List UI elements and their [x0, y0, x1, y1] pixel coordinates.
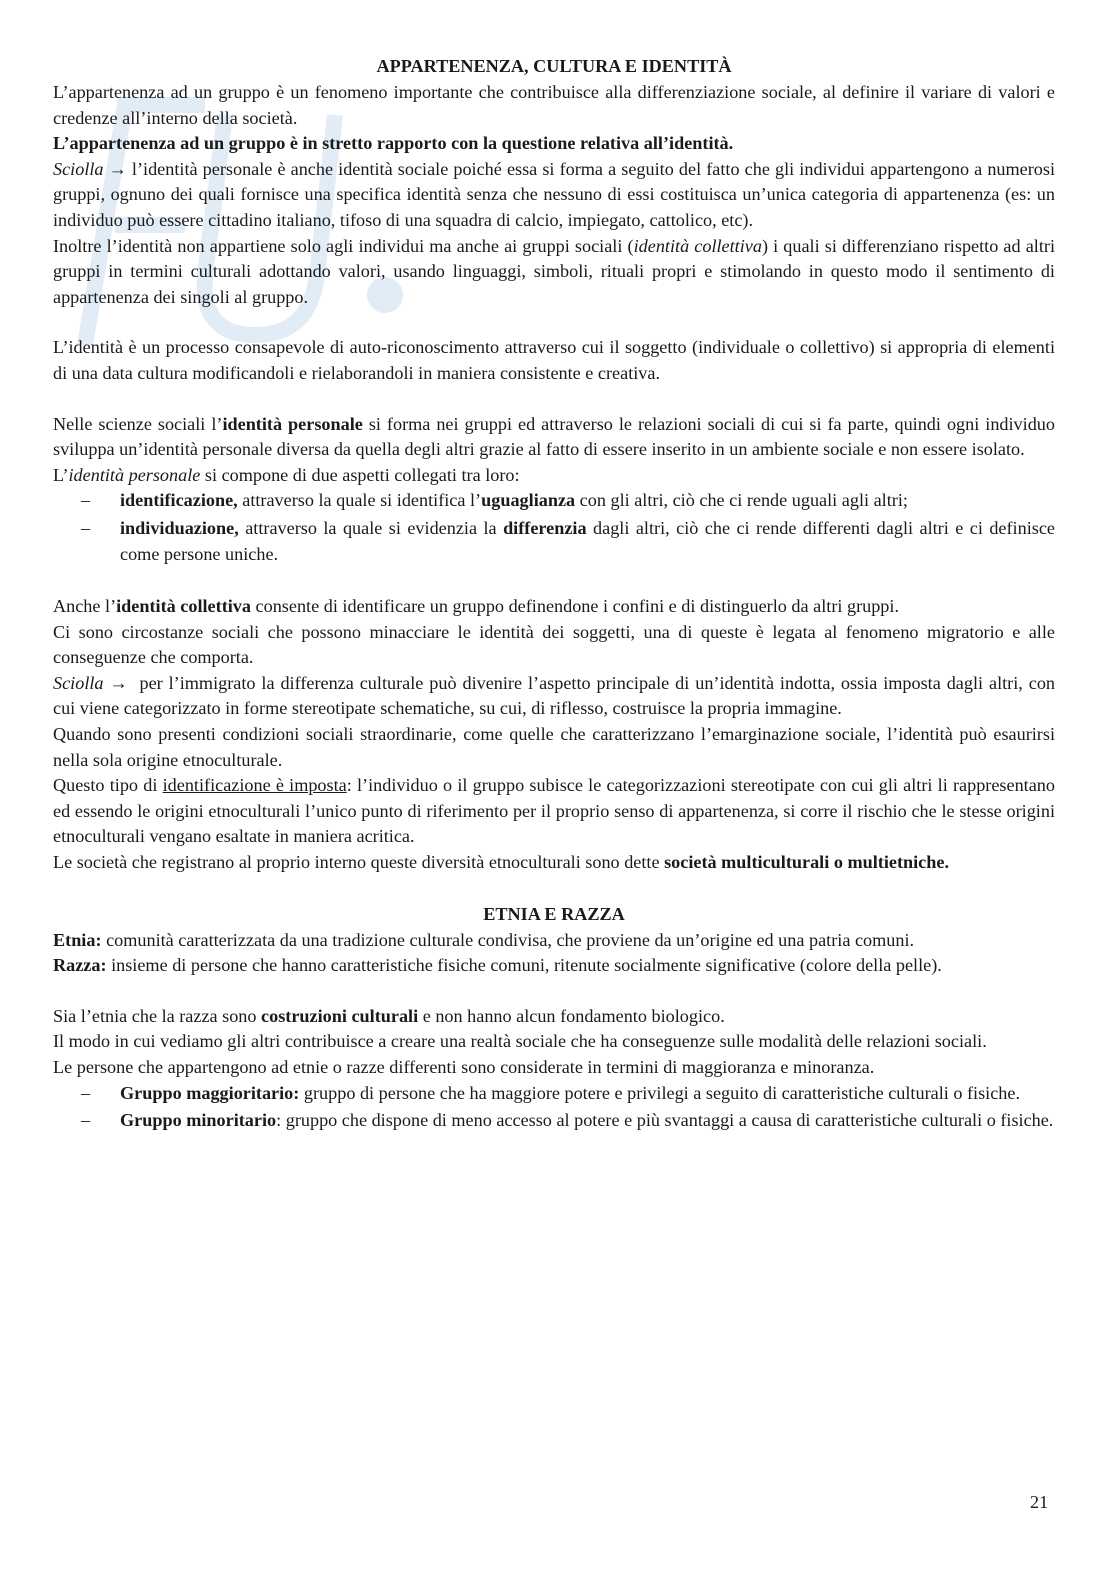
list-item [53, 488, 1055, 514]
group-types-list [53, 1081, 1055, 1134]
list-item [53, 516, 1055, 567]
definition-razza [53, 953, 1055, 979]
list-text: dagli altri, ciò che ci rende differenti dagli altri e ci definisce come persone uniche. [120, 517, 1055, 564]
list-item [53, 1108, 1055, 1134]
paragraph [53, 412, 1055, 463]
bold-term: differenzia [503, 517, 587, 538]
paragraph [53, 850, 1055, 876]
list-item [53, 1081, 1055, 1107]
paragraph-text: comunità caratterizzata da una tradizione culturale condivisa, che proviene da un’origine ed una patria comuni. [101, 929, 915, 950]
list-text: con gli altri, ciò che ci rende uguali agli altri; [575, 490, 908, 511]
paragraph: Le persone che appartengono ad etnie o razze differenti sono considerate in termini di maggioranza e minoranza. [53, 1057, 875, 1077]
list-text: attraverso la quale si evidenzia la [238, 517, 504, 538]
bold-term: identità collettiva [116, 596, 251, 617]
bold-term: individuazione, [120, 517, 239, 538]
paragraph-text: Anche l’ [53, 596, 117, 617]
arrow-icon: → [109, 672, 128, 693]
paragraph-text: Nelle scienze sociali l’ [53, 413, 223, 434]
paragraph [53, 234, 1055, 311]
definition-etnia [53, 928, 1055, 954]
paragraph-text: : l’individuo o il gruppo subisce le categorizzazioni stereotipate con cui gli altri li rappresentano ed essendo le origini etnoculturali l’unico punto di riferimento per il proprio senso di appartenenza, si corre il rischio che le stesse origini etnoculturali vengano esaltate in maniera acritica. [53, 775, 1055, 847]
paragraph-text: si forma nei gruppi ed attraverso le relazioni sociali di cui si fa parte, quindi ogni individuo sviluppa un’identità personale diversa da quella degli altri grazie al fatto di essere inserito in un ambiente sociale e non essere isolato. [53, 413, 1055, 460]
paragraph-text: Inoltre l’identità non appartiene solo agli individui ma anche ai gruppi sociali ( [53, 235, 634, 256]
section-title-etnia: ETNIA E RAZZA [483, 903, 625, 924]
paragraph-text: L’ [53, 464, 69, 485]
paragraph-text: per l’immigrato la differenza culturale può divenire l’aspetto principale di un’identità indotta, ossia imposta dagli altri, con cui viene categorizzato in forme stereotipate schematiche, su cui, di riflesso, costruisce la propria immagine. [53, 672, 1056, 719]
paragraph [53, 594, 1055, 620]
dash-bullet: – [81, 1110, 91, 1131]
bold-term: identificazione, [120, 490, 238, 511]
paragraph [53, 671, 1055, 722]
list-text: attraverso la quale si identifica l’ [237, 490, 482, 511]
dash-bullet: – [81, 490, 91, 511]
paragraph-text: consente di identificare un gruppo definendone i confini e di distinguerlo da altri gruppi. [251, 596, 900, 617]
author-name: Sciolla [53, 158, 104, 179]
italic-term: identità collettiva [633, 235, 762, 256]
paragraph: Quando sono presenti condizioni sociali straordinarie, come quelle che caratterizzano l’emarginazione sociale, l’identità può esaurirsi nella sola origine etnoculturale. [53, 724, 1055, 770]
paragraph-text: ) i quali si differenziano rispetto ad altri gruppi in termini culturali adottando valori, usando linguaggi, simboli, rituali propri e stimolando in questo modo il sentimento di appartenenza dei singoli al gruppo. [53, 235, 1055, 307]
arrow-icon: → [108, 158, 127, 179]
list-text: : gruppo che dispone di meno accesso al potere e più svantaggi a causa di caratteristiche culturali o fisiche. [276, 1110, 1054, 1131]
paragraph-text: l’identità personale è anche identità sociale poiché essa si forma a seguito del fatto che gli individui appartengono a numerosi gruppi, ognuno dei quali fornisce una specifica identità senza che nessuno di essi costituisca un’unica categoria di appartenenza (es: un individuo può essere cittadino italiano, tifoso di una squadra di calcio, impiegato, cattolico, etc). [53, 158, 1056, 230]
paragraph [53, 157, 1055, 234]
paragraph-text: Questo tipo di [53, 775, 163, 796]
paragraph: L’identità è un processo consapevole di auto-riconoscimento attraverso cui il soggetto (individuale o collettivo) si appropria di elementi di una data cultura modificandoli e rielaborandoli in maniera consistente e creativa. [53, 337, 1055, 383]
identity-aspects-list [53, 488, 1055, 567]
paragraph [53, 1004, 1055, 1030]
paragraph: Il modo in cui vediamo gli altri contribuisce a creare una realtà sociale che ha conseguenze sulle modalità delle relazioni sociali. [53, 1031, 987, 1052]
list-text: gruppo di persone che ha maggiore potere e privilegi a seguito di caratteristiche culturali o fisiche. [299, 1082, 1021, 1103]
paragraph-text: Le società che registrano al proprio interno queste diversità etnoculturali sono dette [53, 852, 665, 873]
paragraph-text: si compone di due aspetti collegati tra loro: [200, 464, 520, 485]
bold-term: identità personale [222, 413, 363, 434]
bold-term: Etnia: [53, 929, 102, 950]
paragraph: Ci sono circostanze sociali che possono minacciare le identità dei soggetti, una di queste è legata al fenomeno migratorio e alle conseguenze che comporta. [53, 621, 1055, 668]
bold-term: società multiculturali o multietniche. [664, 852, 949, 873]
paragraph-text: Sia l’etnia che la razza sono [53, 1005, 262, 1026]
paragraph-text: insieme di persone che hanno caratteristiche fisiche comuni, ritenute socialmente significative (colore della pelle). [106, 955, 942, 976]
paragraph [53, 463, 1055, 489]
bold-term: Razza: [53, 955, 107, 976]
italic-term: identità personale [68, 464, 201, 485]
underlined-term: identificazione è imposta [162, 775, 347, 796]
paragraph [53, 773, 1055, 850]
page-number: 21 [1030, 1492, 1049, 1512]
dash-bullet: – [81, 1082, 91, 1103]
page-content [53, 53, 1055, 1136]
section-title-appartenenza: APPARTENENZA, CULTURA E IDENTITÀ [376, 56, 732, 76]
bold-term: Gruppo maggioritario: [120, 1082, 300, 1103]
bold-term: uguaglianza [481, 490, 576, 511]
author-name: Sciolla [53, 672, 104, 693]
paragraph-text: e non hanno alcun fondamento biologico. [418, 1005, 725, 1026]
bold-term: Gruppo minoritario [120, 1110, 277, 1131]
bold-term: costruzioni culturali [261, 1005, 419, 1026]
bold-statement: L’appartenenza ad un gruppo è in stretto rapporto con la questione relativa all’identità. [53, 133, 734, 154]
paragraph: L’appartenenza ad un gruppo è un fenomeno importante che contribuisce alla differenziazione sociale, al definire il variare di valori e credenze all’interno della società. [53, 82, 1055, 128]
dash-bullet: – [81, 517, 91, 538]
